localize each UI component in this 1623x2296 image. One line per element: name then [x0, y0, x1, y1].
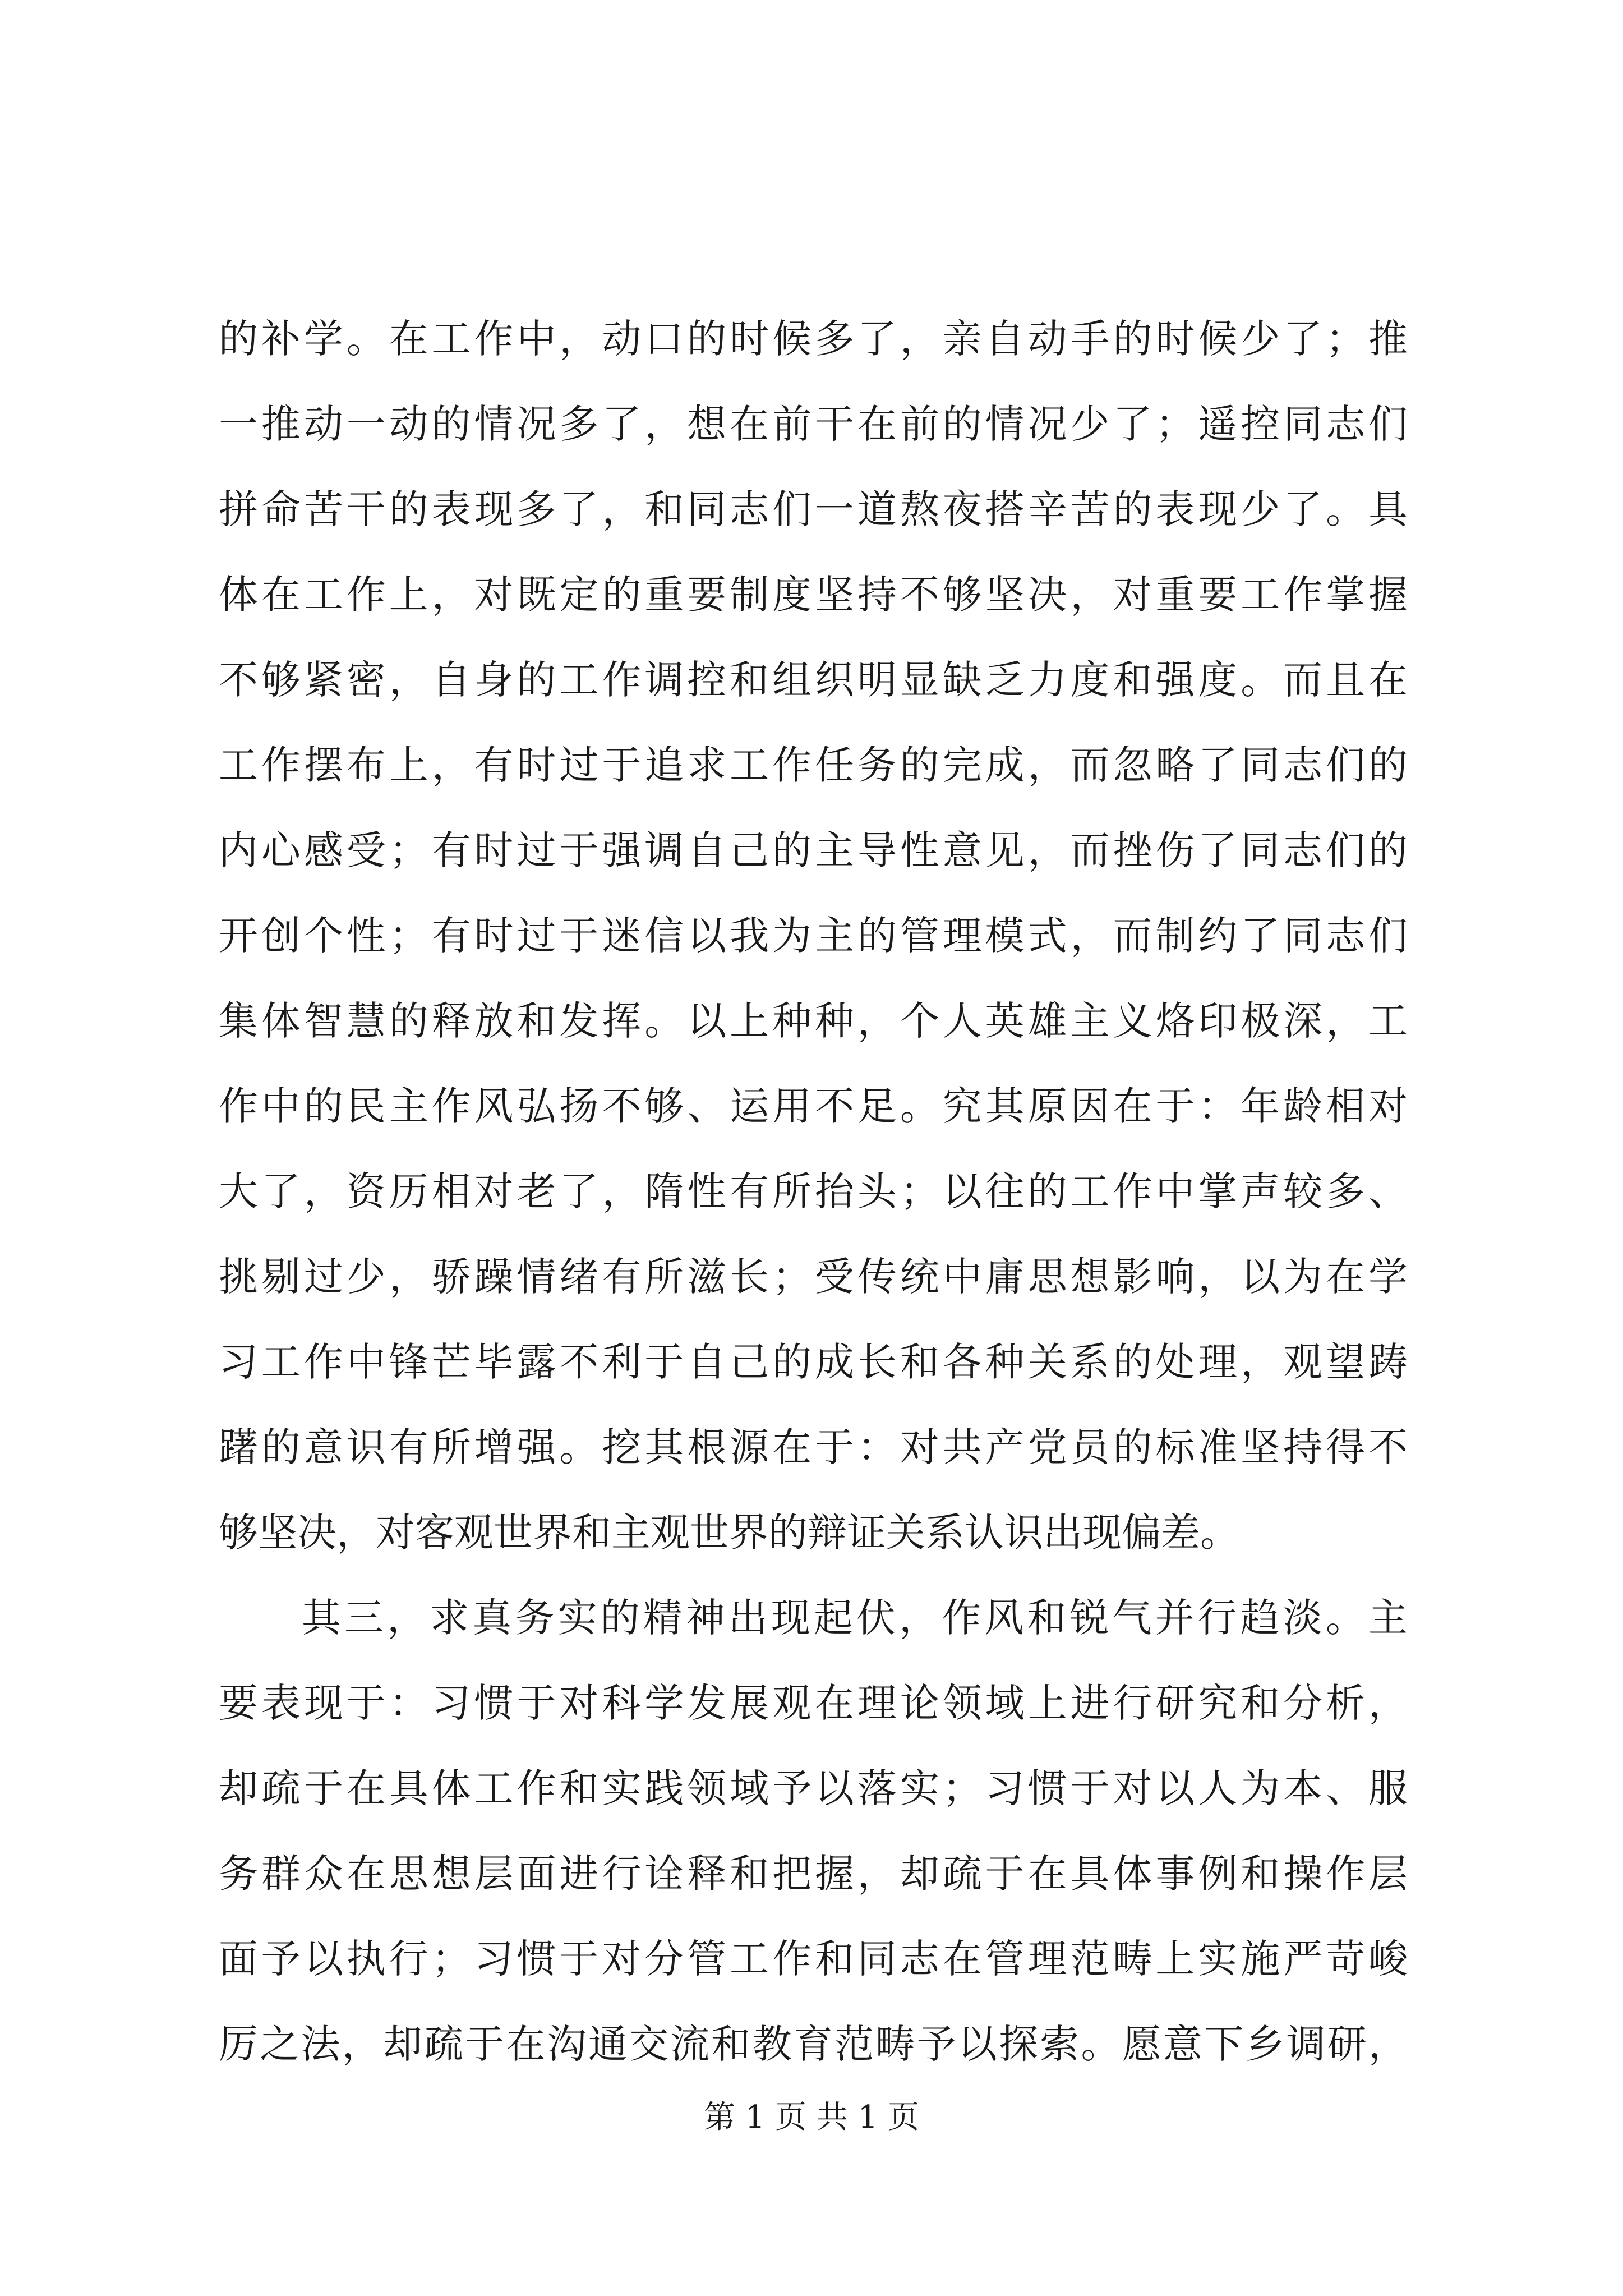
- text-line: 习工作中锋芒毕露不利于自己的成长和各种关系的处理，观望踌: [219, 1339, 1408, 1385]
- text-line: 厉之法，却疏于在沟通交流和教育范畴予以探索。愿意下乡调研，: [219, 2021, 1408, 2067]
- text-line: 要表现于：习惯于对科学发展观在理论领域上进行研究和分析，: [219, 1680, 1408, 1726]
- text-line: 开创个性；有时过于迷信以我为主的管理模式，而制约了同志们: [219, 913, 1408, 959]
- paragraph-2: [219, 1575, 1408, 2087]
- document-body: [219, 296, 1408, 2087]
- text-line: 体在工作上，对既定的重要制度坚持不够坚决，对重要工作掌握: [219, 572, 1408, 618]
- text-line: 一推动一动的情况多了，想在前干在前的情况少了；遥控同志们: [219, 401, 1408, 447]
- paragraph-1: [219, 296, 1408, 1575]
- text-line: 的补学。在工作中，动口的时候多了，亲自动手的时候少了；推: [219, 316, 1408, 362]
- text-line: 集体智慧的释放和发挥。以上种种，个人英雄主义烙印极深，工: [219, 998, 1408, 1044]
- text-line: 拼命苦干的表现多了，和同志们一道熬夜搭辛苦的表现少了。具: [219, 486, 1408, 532]
- text-line: 却疏于在具体工作和实践领域予以落实；习惯于对以人为本、服: [219, 1765, 1408, 1811]
- text-line: 工作摆布上，有时过于追求工作任务的完成，而忽略了同志们的: [219, 742, 1408, 788]
- text-line: 作中的民主作风弘扬不够、运用不足。究其原因在于：年龄相对: [219, 1083, 1408, 1129]
- text-line: 面予以执行；习惯于对分管工作和同志在管理范畴上实施严苛峻: [219, 1936, 1408, 1982]
- text-line: 挑剔过少，骄躁情绪有所滋长；受传统中庸思想影响，以为在学: [219, 1254, 1408, 1300]
- text-line: 躇的意识有所增强。挖其根源在于：对共产党员的标准坚持得不: [219, 1424, 1408, 1470]
- text-line: 够坚决，对客观世界和主观世界的辩证关系认识出现偏差。: [219, 1510, 1239, 1556]
- text-line: 内心感受；有时过于强调自己的主导性意见，而挫伤了同志们的: [219, 827, 1408, 873]
- page-footer: 第 1 页 共 1 页: [703, 2099, 920, 2136]
- text-line: 务群众在思想层面进行诠释和把握，却疏于在具体事例和操作层: [219, 1851, 1408, 1897]
- text-line: 大了，资历相对老了，隋性有所抬头；以往的工作中掌声较多、: [219, 1168, 1408, 1214]
- text-line: 不够紧密，自身的工作调控和组织明显缺乏力度和强度。而且在: [219, 657, 1408, 703]
- text-line: 其三，求真务实的精神出现起伏，作风和锐气并行趋淡。主: [302, 1595, 1408, 1641]
